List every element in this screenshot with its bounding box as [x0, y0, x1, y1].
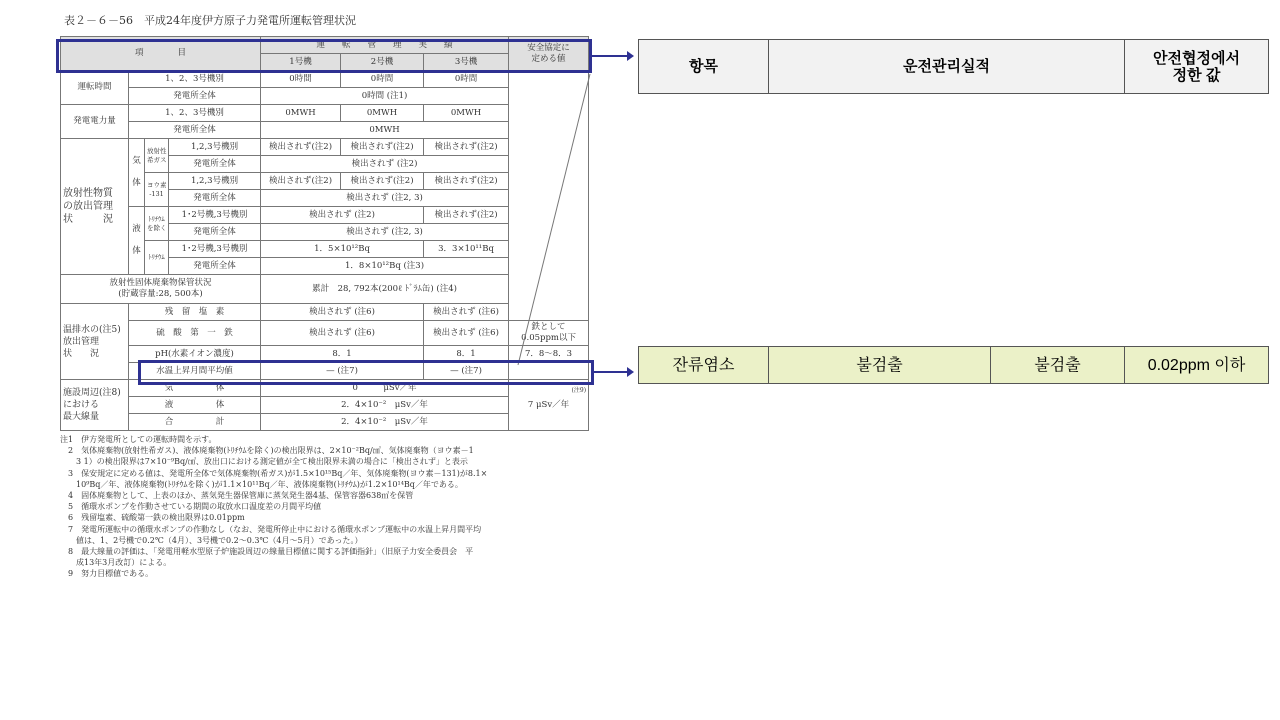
liquid-chars: 液 体: [129, 207, 145, 275]
gas-chars: 気 体: [129, 139, 145, 207]
operating-time-label: 運転時間: [61, 71, 129, 105]
chlorine-highlight-box: [138, 360, 594, 385]
korean-header-table: [638, 39, 1269, 94]
korean-header-limit: 안전협정에서 정한 값: [1125, 40, 1269, 94]
korean-chlorine-table: [638, 346, 1269, 384]
table-row: ﾄﾘﾁｳﾑ 1･2号機,3号機別 1．5×10¹²Bq 3．3×10¹¹Bq: [61, 241, 589, 258]
header-arrow: [592, 55, 628, 57]
table-row: 発電所全体 検出されず (注2, 3): [61, 190, 589, 207]
header-unit1: 1号機: [261, 54, 341, 71]
table-row: ヨウ素 -131 1,2,3号機別 検出されず(注2) 検出されず(注2) 検出されず(注2): [61, 173, 589, 190]
dose-label: 施設周辺(注8) における 最大線量: [61, 380, 129, 431]
table-row: 液 体 ﾄﾘﾁｳﾑ を除く 1･2号機,3号機別 検出されず (注2) 検出されず(注2): [61, 207, 589, 224]
radio-label: 放射性物質 の放出管理 状 況: [61, 139, 129, 275]
table-row: 水温上昇月間平均値 — (注7) — (注7): [61, 363, 589, 380]
table-row: 施設周辺(注8) における 最大線量 気 体 0 μSv／年 (注9) 7 μSv／年: [61, 380, 589, 397]
footnotes: 注1 伊方発電所としての運転時間を示す。 2 気体廃棄物(放射性希ガス)、液体廃棄物(ﾄﾘﾁｳﾑを除く)の検出限界は、2×10⁻²Bq/㎤、気体廃棄物（ヨウ素－1 3 1）の検出限界は7×10⁻⁹Bq/㎤、放出口における測定値が全て検出限界未満の場合に「検出されず」と表示 3 保安規定に定める値は、発電所全体で気体廃棄物(希ガス)が1.5×10¹⁵Bq／年、気体廃棄物(ヨウ素－131)が8.1× 10⁹Bq／年、液体廃棄物(ﾄﾘﾁｳﾑを除く)が1.1×10¹¹Bq／年、液体廃棄物(ﾄﾘﾁｳﾑ)が1.2×10¹⁴Bq／年である。 4 固体廃棄物として、上表のほか、蒸気発生器保管庫に蒸気発生器4基、保管容器638㎥を保管 5 循環水ポンプを作動させている期間の取放水口温度差の月間平均値 6 残留塩素、硫酸第一鉄の検出限界は0.01ppm 7 発電所運転中の循環水ポンプの作動なし（なお、発電所停止中における循環水ポンプ運転中の水温上昇月間平均 値は、1、2号機で0.2℃（4月）、3号機で0.2～0.3℃（4月～5月）であった。） 8 最大線量の評価は、「発電用軽水型原子炉施設周辺の線量目標値に関する評価指針」（旧原子力安全委員会 平 成13年3月改訂）による。 9 努力目標値である。: [60, 435, 488, 579]
table-row: 合 計 2．4×10⁻² μSv／年: [61, 414, 589, 431]
korean-item-chlorine: 잔류염소: [639, 347, 769, 384]
table-row: 発電電力量 1、2、3号機別 0MWH 0MWH 0MWH: [61, 105, 589, 122]
table-row: 硫 酸 第 一 鉄 検出されず (注6) 検出されず (注6) 鉄として 0.05ppm以下: [61, 321, 589, 346]
table-row: 発電所全体 1．8×10¹²Bq (注3): [61, 258, 589, 275]
diagonal-strike-lines: [516, 40, 592, 370]
korean-header-item: 항목: [639, 40, 769, 94]
header-highlight-box: [56, 39, 592, 73]
warm-water-label: 温排水の(注5) 放出管理 状 況: [61, 304, 129, 380]
korean-limit-value: 0.02ppm 이하: [1125, 347, 1269, 384]
header-unit2: 2号機: [341, 54, 424, 71]
header-results: 運 転 管 理 実 績: [261, 37, 509, 54]
table-row: 液 体 2．4×10⁻² μSv／年: [61, 397, 589, 414]
document-title: 表２－６－56 平成24年度伊方原子力発電所運転管理状況: [64, 14, 356, 27]
korean-result-units12: 불검출: [769, 347, 991, 384]
table-row: 発電所全体 検出されず (注2, 3): [61, 224, 589, 241]
header-item: 項 目: [61, 37, 261, 71]
table-row: 発電所全体 0MWH: [61, 122, 589, 139]
solid-waste-label: 放射性固体廃棄物保管状況 (貯蔵容量:28, 500本): [61, 275, 261, 304]
power-label: 発電電力量: [61, 105, 129, 139]
header-unit3: 3号機: [424, 54, 509, 71]
table-row: 発電所全体 0時間 (注1): [61, 88, 589, 105]
table-row: 運転時間 1、2、3号機別 0時間 0時間 0時間: [61, 71, 589, 88]
table-row: 放射性固体廃棄物保管状況 (貯蔵容量:28, 500本) 累計 28, 792本(200ℓ ﾄﾞﾗﾑ缶) (注4): [61, 275, 589, 304]
table-row: 発電所全体 検出されず (注2): [61, 156, 589, 173]
header-safety: 安全協定に 定める値: [509, 37, 589, 71]
table-row: 放射性物質 の放出管理 状 況 気 体 放射性 希ガス 1,2,3号機別 検出されず(注2) 検出されず(注2) 検出されず(注2): [61, 139, 589, 156]
chlorine-arrow: [594, 371, 628, 373]
table-row-chlorine: 温排水の(注5) 放出管理 状 況 残 留 塩 素 検出されず (注6) 検出されず (注6): [61, 304, 589, 321]
korean-result-unit3: 불검출: [991, 347, 1125, 384]
table-row: pH(水素イオン濃度) 8．1 8．1 7．8～8．3: [61, 346, 589, 363]
korean-header-results: 운전관리실적: [769, 40, 1125, 94]
